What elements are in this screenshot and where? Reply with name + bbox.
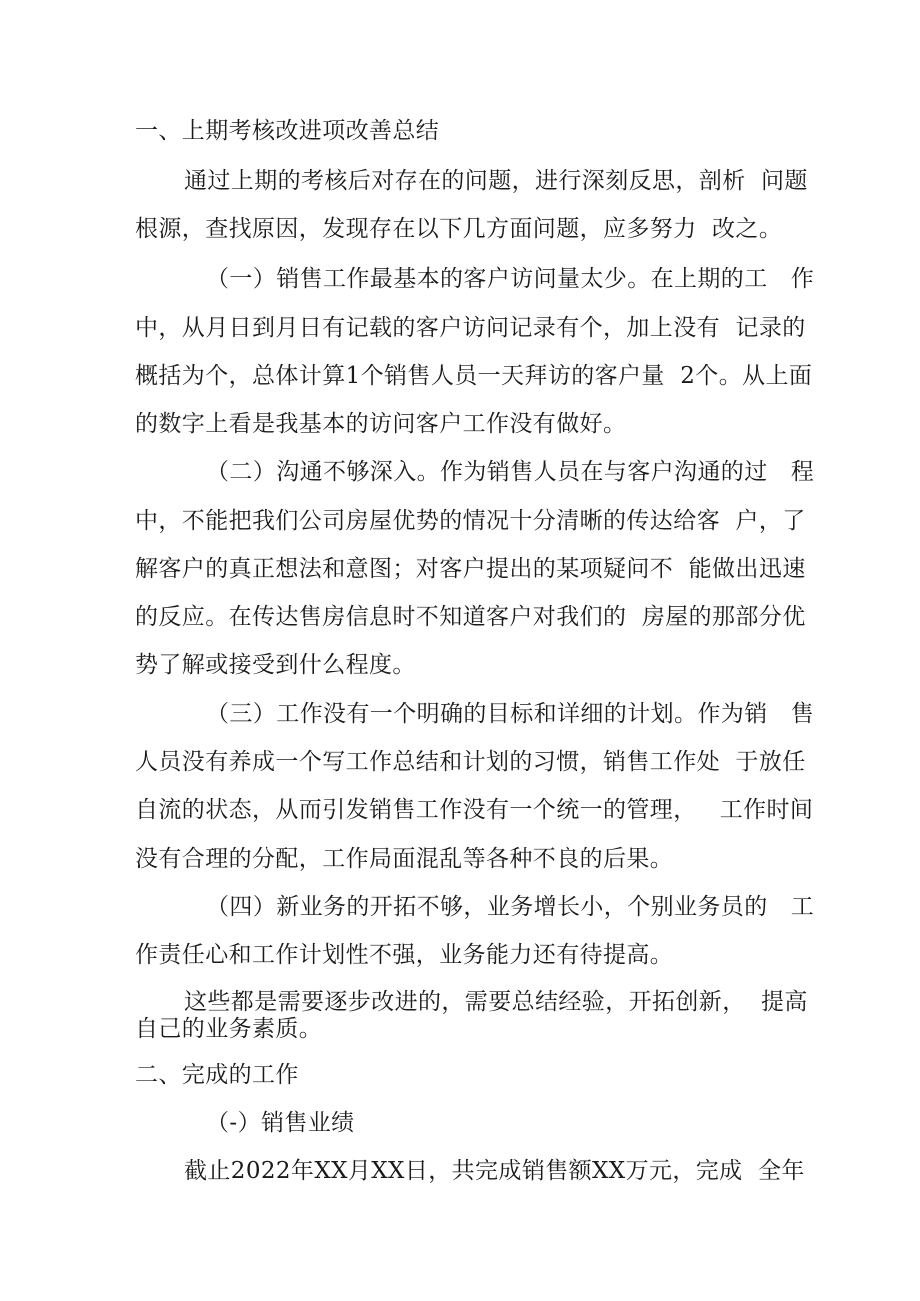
section-heading-2: 二、完成的工作	[135, 1062, 299, 1088]
item-1-line-4: 的数字上看是我基本的访问客户工作没有做好。	[135, 411, 627, 437]
item-2-line-3: 解客户的真正想法和意图；对客户提出的某项疑问不 能做出迅速	[135, 556, 806, 582]
item-4-line-2: 作责任心和工作计划性不强，业务能力还有待提高。	[135, 942, 674, 968]
item-2-line-5: 势了解或接受到什么程度。	[135, 652, 416, 678]
item-3-line-3: 自流的状态，从而引发销售工作没有一个统一的管理， 工作时间	[135, 797, 814, 823]
sales-summary-line: 截止2022年XX月XX日，共完成销售额XX万元，完成 全年	[184, 1158, 805, 1184]
intro-line-2: 根源，查找原因，发现存在以下几方面问题，应多努力 改之。	[135, 216, 783, 242]
item-3-line-4: 没有合理的分配，工作局面混乱等各种不良的后果。	[135, 846, 674, 872]
item-1-line-1: （一）销售工作最基本的客户访问量太少。在上期的工 作	[206, 266, 815, 292]
item-2-line-2: 中，不能把我们公司房屋优势的情况十分清晰的传达给客 户，了	[135, 508, 806, 534]
intro-line-1: 通过上期的考核后对存在的问题，进行深刻反思，剖析 问题	[184, 168, 808, 194]
item-2-line-1: （二）沟通不够深入。作为销售人员在与客户沟通的过 程	[206, 459, 815, 485]
item-4-line-1: （四）新业务的开拓不够，业务增长小，个别业务员的 工	[206, 894, 815, 920]
section-heading-1: 一、上期考核改进项改善总结	[135, 118, 440, 144]
closing-line-1: 这些都是需要逐步改进的，需要总结经验，开拓创新， 提高	[184, 989, 808, 1015]
item-1-line-2: 中，从月日到月日有记载的客户访问记录有个，加上没有 记录的	[135, 315, 806, 341]
subheading-sales-performance: （-）销售业绩	[206, 1110, 355, 1136]
item-1-line-3: 概括为个，总体计算1个销售人员一天拜访的客户量 2个。从上面	[135, 363, 813, 389]
item-2-line-4: 的反应。在传达售房信息时不知道客户对我们的 房屋的那部分优	[135, 604, 806, 630]
item-3-line-2: 人员没有养成一个写工作总结和计划的习惯，销售工作处 于放任	[135, 749, 806, 775]
item-3-line-1: （三）工作没有一个明确的目标和详细的计划。作为销 售	[206, 701, 815, 727]
closing-line-2: 自己的业务素质。	[135, 1016, 323, 1042]
